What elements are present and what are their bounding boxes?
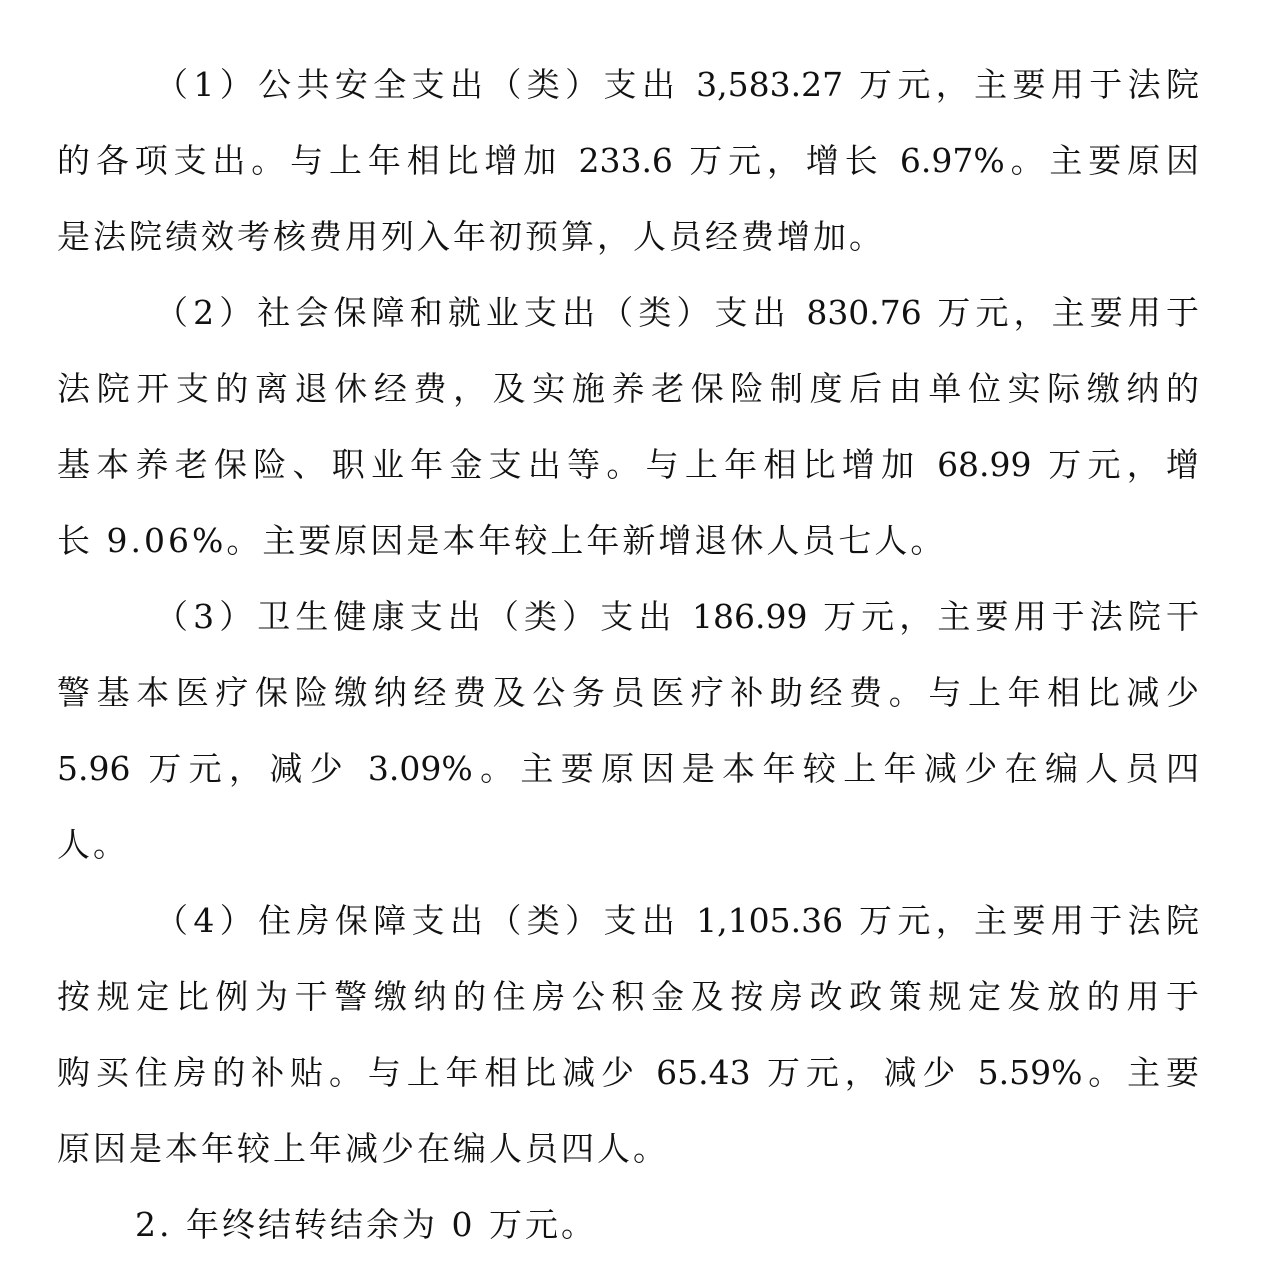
paragraph-3-line-2 xyxy=(0,668,1261,718)
text-line: 2. 年终结转结余为 0 万元。 xyxy=(135,1205,597,1244)
paragraph-1-line-1 xyxy=(0,60,1261,110)
text-line: （3）卫生健康支出（类）支出 186.99 万元，主要用于法院干 xyxy=(155,597,1199,636)
paragraph-2-line-4 xyxy=(0,516,1261,566)
text-line: （4）住房保障支出（类）支出 1,105.36 万元，主要用于法院 xyxy=(155,901,1199,940)
text-line: 按规定比例为干警缴纳的住房公积金及按房改政策规定发放的用于 xyxy=(57,977,1199,1016)
text-line: 基本养老保险、职业年金支出等。与上年相比增加 68.99 万元，增 xyxy=(57,445,1199,484)
paragraph-3-line-4 xyxy=(0,820,1261,870)
paragraph-4-line-1 xyxy=(0,896,1261,946)
paragraph-5-line-1 xyxy=(0,1200,1261,1250)
text-line: 原因是本年较上年减少在编人员四人。 xyxy=(57,1129,669,1168)
text-line: 5.96 万元，减少 3.09%。主要原因是本年较上年减少在编人员四 xyxy=(57,749,1199,788)
text-line: 法院开支的离退休经费，及实施养老保险制度后由单位实际缴纳的 xyxy=(57,369,1199,408)
paragraph-3-line-1 xyxy=(0,592,1261,642)
paragraph-4-line-3 xyxy=(0,1048,1261,1098)
paragraph-1-line-2 xyxy=(0,136,1261,186)
text-line: （2）社会保障和就业支出（类）支出 830.76 万元，主要用于 xyxy=(155,293,1199,332)
paragraph-3-line-3 xyxy=(0,744,1261,794)
text-line: （1）公共安全支出（类）支出 3,583.27 万元，主要用于法院 xyxy=(155,65,1199,104)
paragraph-4-line-4 xyxy=(0,1124,1261,1174)
text-line: 是法院绩效考核费用列入年初预算，人员经费增加。 xyxy=(57,217,885,256)
text-line: 购买住房的补贴。与上年相比减少 65.43 万元，减少 5.59%。主要 xyxy=(57,1053,1199,1092)
paragraph-4-line-2 xyxy=(0,972,1261,1022)
text-line: 警基本医疗保险缴纳经费及公务员医疗补助经费。与上年相比减少 xyxy=(57,673,1199,712)
paragraph-1-line-3 xyxy=(0,212,1261,262)
paragraph-2-line-1 xyxy=(0,288,1261,338)
paragraph-2-line-3 xyxy=(0,440,1261,490)
text-line: 长 9.06%。主要原因是本年较上年新增退休人员七人。 xyxy=(57,521,947,560)
paragraph-2-line-2 xyxy=(0,364,1261,414)
text-line: 人。 xyxy=(57,825,129,864)
text-line: 的各项支出。与上年相比增加 233.6 万元，增长 6.97%。主要原因 xyxy=(57,141,1199,180)
